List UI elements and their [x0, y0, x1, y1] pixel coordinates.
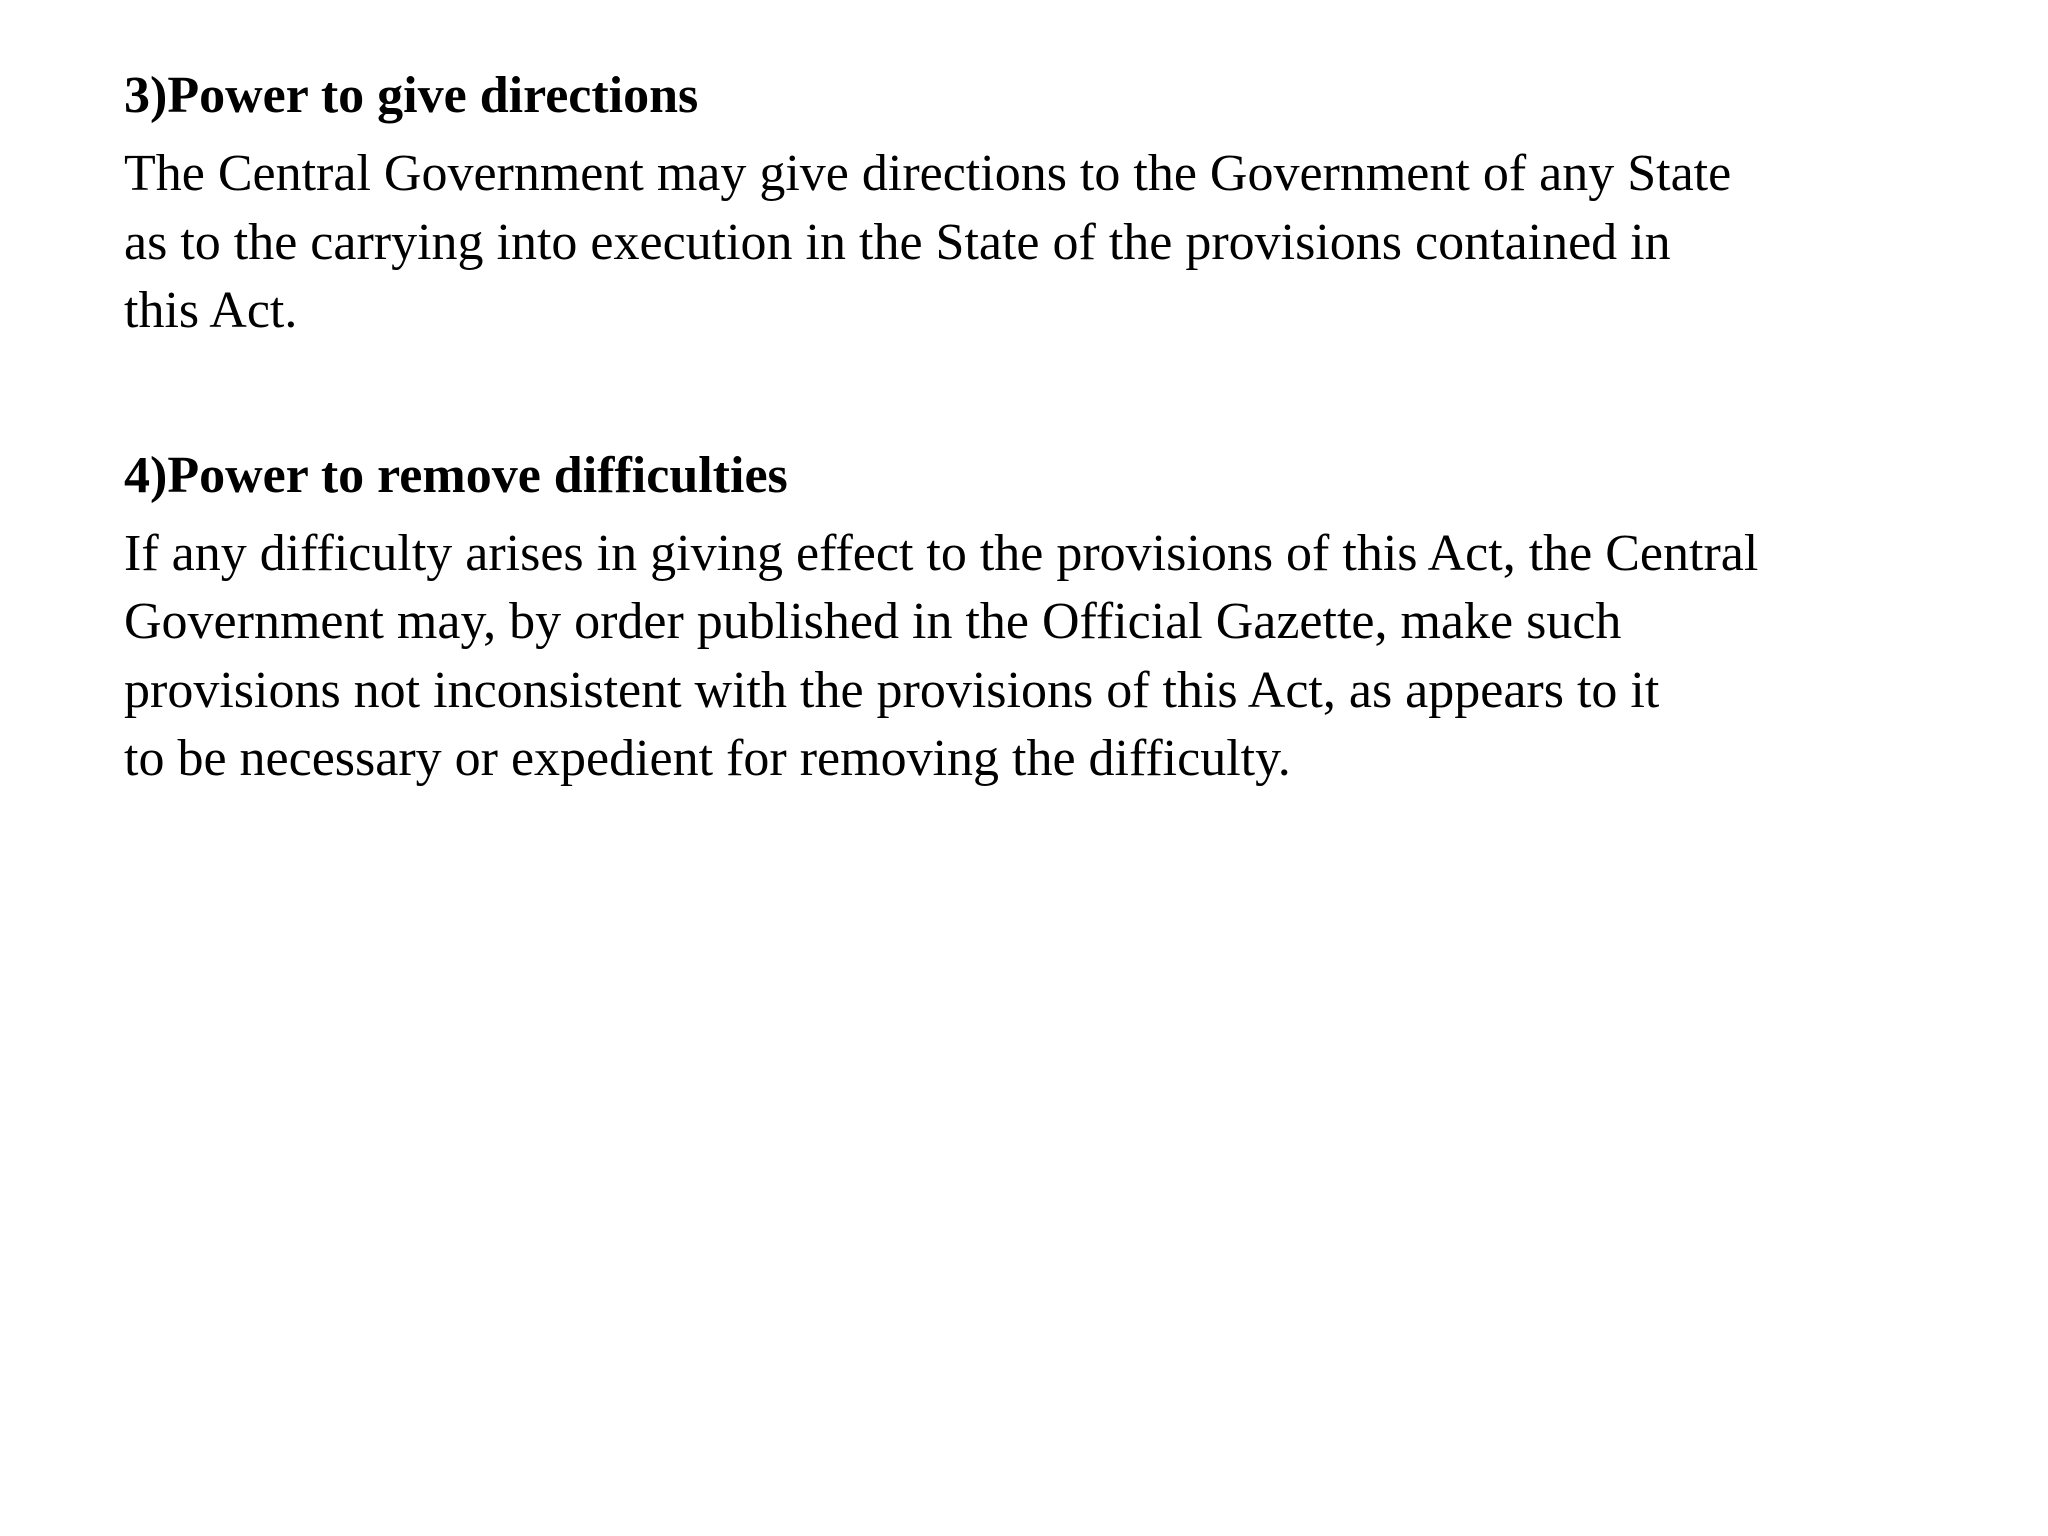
section-paragraph [124, 520, 1984, 794]
paragraph-line: If any difficulty arises in giving effect to the provisions of this Act, the Central [124, 524, 1759, 582]
section-heading: 4)Power to remove difficulties [124, 446, 788, 504]
slide-content [124, 62, 1984, 794]
paragraph-line: Government may, by order published in the Official Gazette, make such [124, 593, 1622, 650]
paragraph-line: this Act. [124, 282, 298, 339]
section-power-to-remove-difficulties [124, 442, 1984, 794]
section-power-to-give-directions [124, 62, 1984, 346]
paragraph-line: provisions not inconsistent with the provisions of this Act, as appears to it [124, 661, 1660, 719]
paragraph-line: as to the carrying into execution in the State of the provisions contained in [124, 213, 1671, 271]
paragraph-line: to be necessary or expedient for removing the difficulty. [124, 730, 1291, 787]
section-heading: 3)Power to give directions [124, 67, 699, 124]
paragraph-line: The Central Government may give directions to the Government of any State [124, 145, 1732, 202]
section-paragraph [124, 140, 1984, 346]
